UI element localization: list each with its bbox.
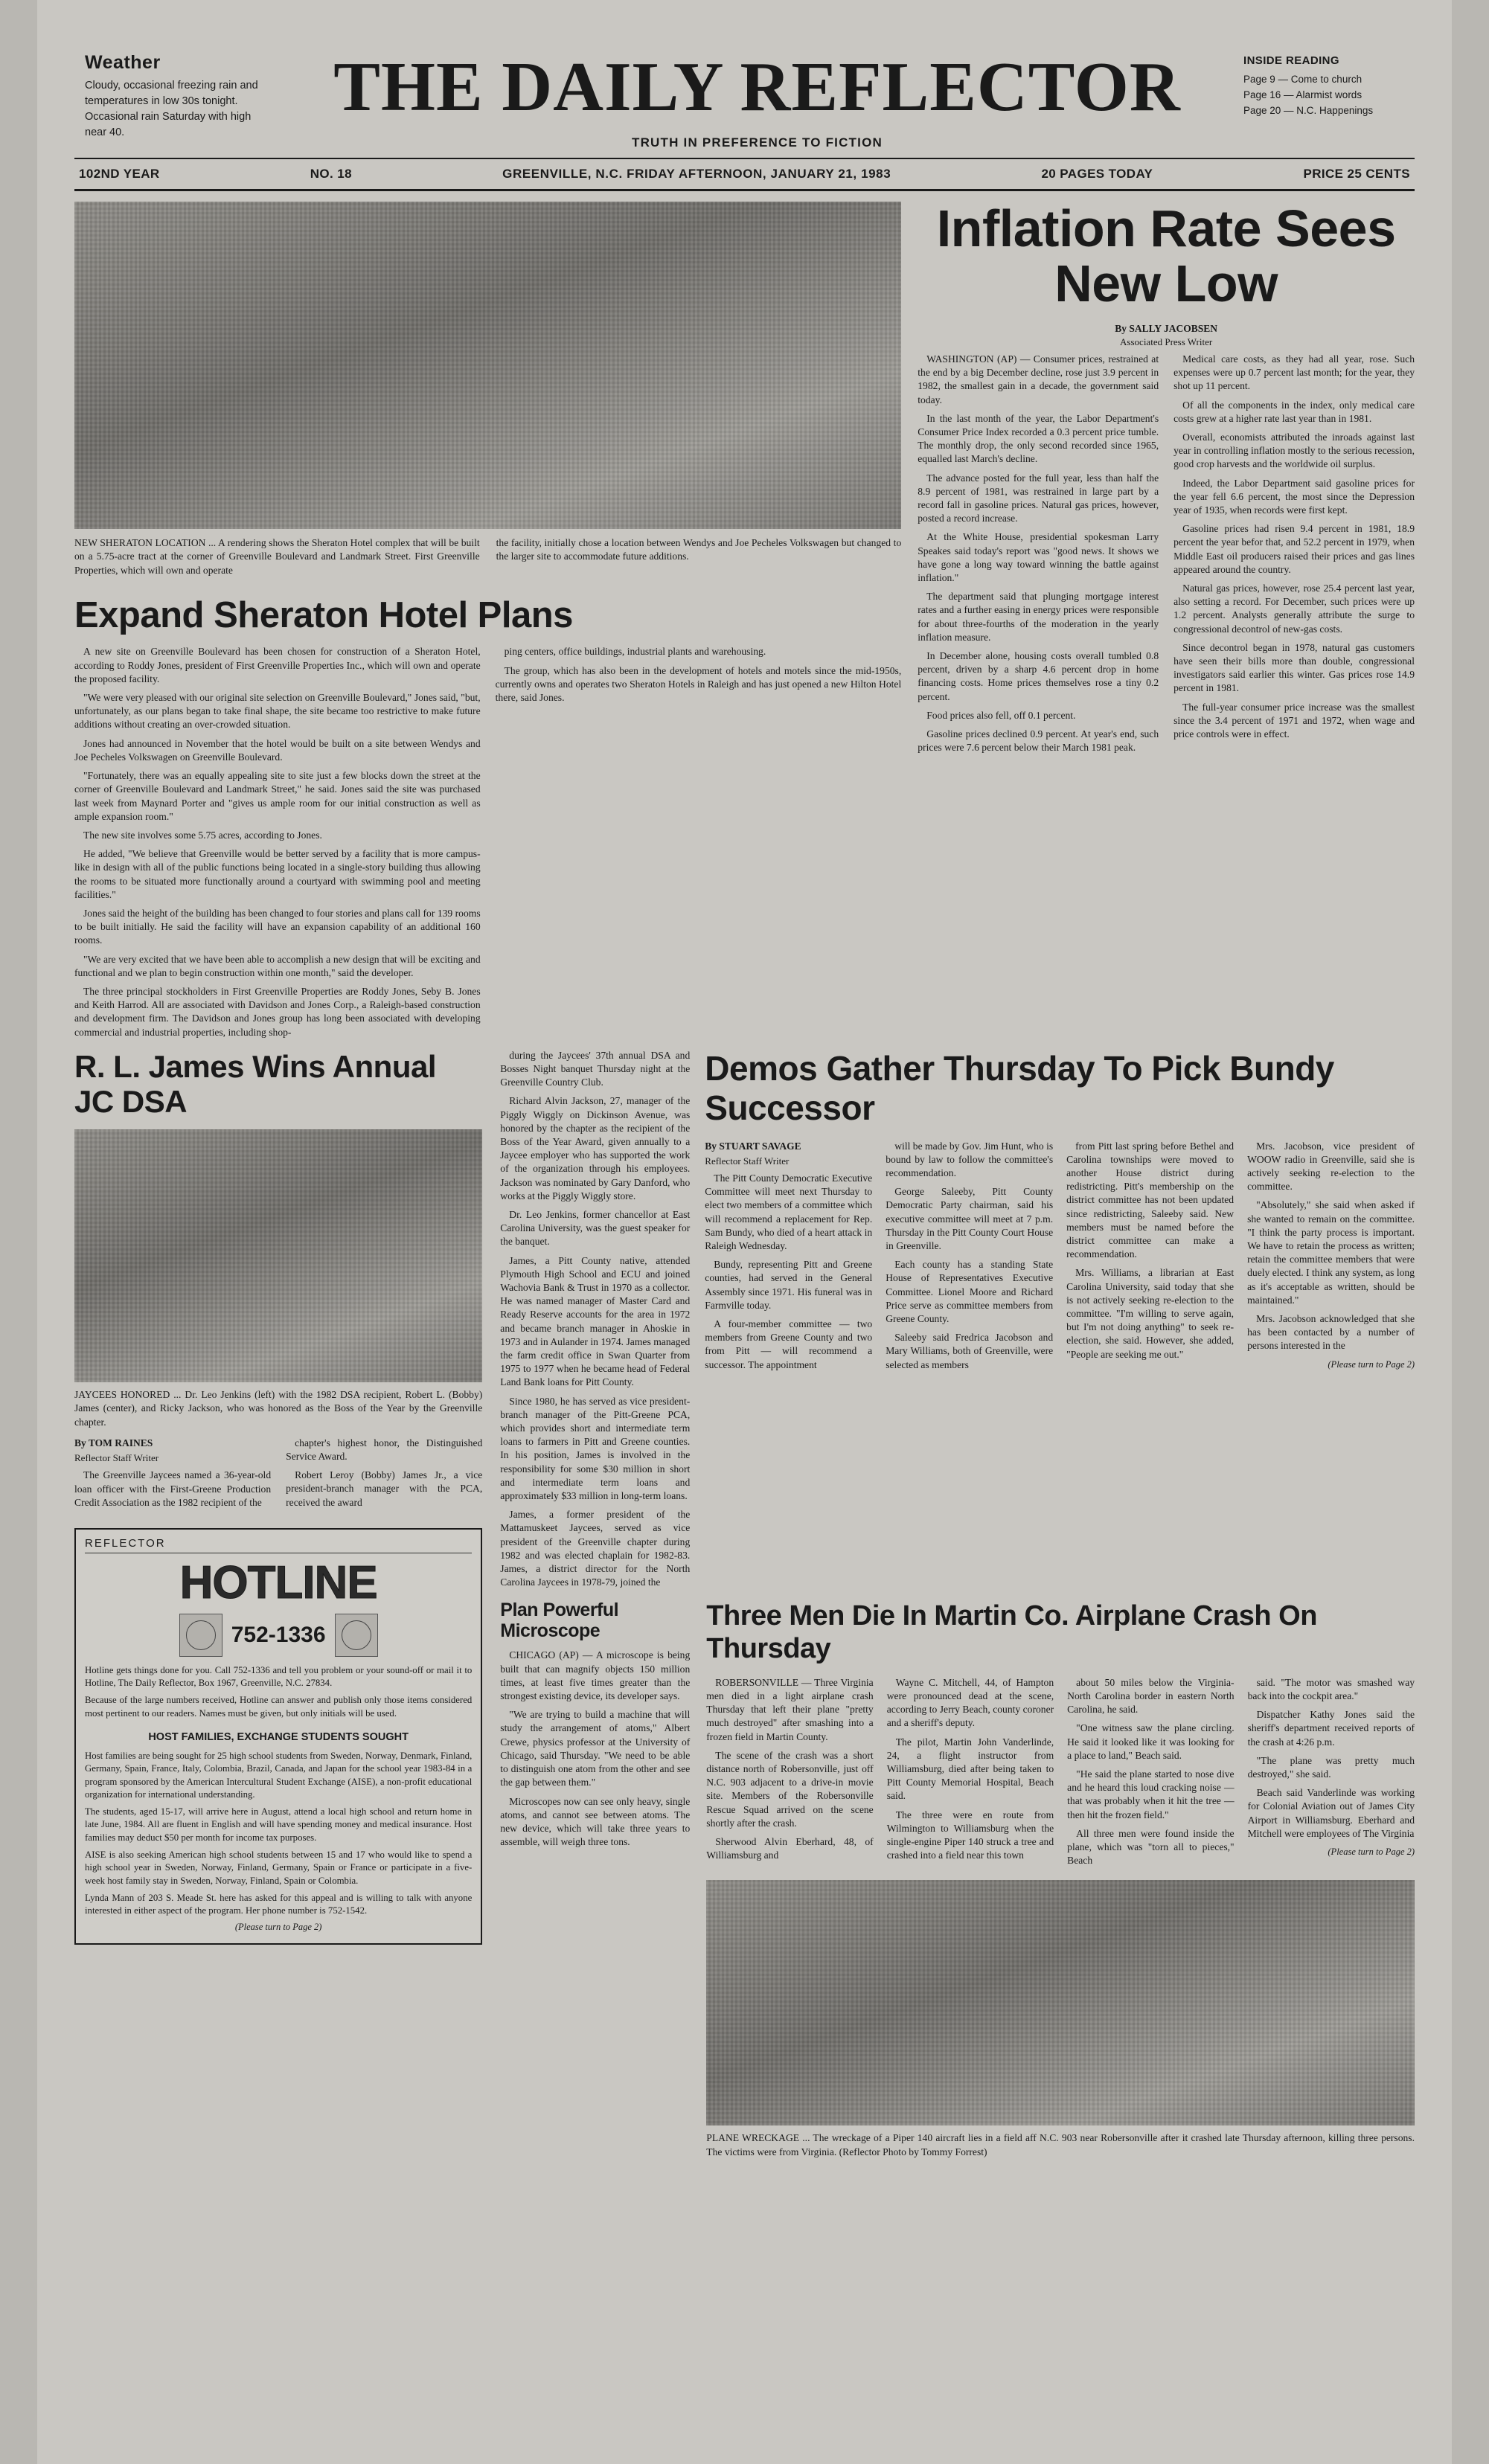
paragraph: The three were en route from Wilmington to Williamsburg when the single-engine Piper 140 struck a tree and crashed into a field near this town [886, 1809, 1054, 1861]
paragraph: Jones said the height of the building has been changed to four stories and plans call for 139 rooms to be built initially. He said the facility will have an expansion capability of an additional 160 rooms. [74, 907, 481, 946]
hotline-story [85, 1750, 472, 1917]
paragraph: Since decontrol began in 1978, natural gas customers have seen their bills more than double, congressional investigators said earlier this winter. Gas prices rose 14.9 percent in 1981. [1173, 641, 1415, 694]
paragraph: Since 1980, he has served as vice president-branch manager of the Pitt-Greene PCA, which provides short and intermediate term loans to farmers in Pitt and Greene counties. In his position, James is involved in the responsibility for some $30 million in short and intermediate term loans and approximately $33 million in long-term loans. [500, 1395, 691, 1502]
weather-title: Weather [85, 52, 161, 73]
crash-col-4 [1248, 1676, 1415, 1873]
paragraph: The department said that plunging mortgage interest rates and a further easing in energy prices were responsible for about three-fourths of the moderation in the yearly inflation measure. [918, 591, 1159, 643]
paragraph: In December alone, housing costs overall tumbled 0.8 percent, driven by a sharp 4.6 percent drop in home financing costs. Home prices themselves rose a tiny 0.2 percent. [918, 650, 1159, 702]
paragraph: The full-year consumer price increase was the smallest since the 3.4 percent of 1971 and 1972, when wage and price controls were in effect. [1173, 701, 1415, 740]
demos-headline: Demos Gather Thursday To Pick Bundy Successor [705, 1048, 1334, 1127]
paragraph: He added, "We believe that Greenville would be better served by a facility that is more campus-like in design with all of the public functions being located in a single-story building thus allowing the rooms to be situated more functionally around a courtyard with swimming pool and meeting facilities." [74, 848, 481, 900]
paragraph: All three men were found inside the plane, which was "torn all to pieces," Beach [1067, 1827, 1235, 1867]
paragraph: ping centers, office buildings, industrial plants and warehousing. [504, 646, 766, 658]
paragraph: "We were very pleased with our original site selection on Greenville Boulevard," Jones said, "but, unfortunately, as our plans began to take final shape, the site became too restrictive to make future additions without creating an over-crowded situation. [74, 692, 481, 731]
jcdsa-col-1 [74, 1437, 271, 1515]
sheraton-headline: Expand Sheraton Hotel Plans [74, 595, 573, 636]
demos-and-jc-area [500, 1049, 1415, 1595]
inflation-col-2 [1173, 353, 1415, 760]
paragraph: CHICAGO (AP) — A microscope is being built that can magnify objects 150 million times, at least five times greater than the strongest existing device, its developer says. [500, 1649, 691, 1702]
jaycees-caption: JAYCEES HONORED ... Dr. Leo Jenkins (left) with the 1982 DSA recipient, Robert L. (Bobby) James (center), and Ricky Jackson, who was honored as the Boss of the Year by the Greenville chapter. [74, 1388, 483, 1428]
crash-body [706, 1676, 1415, 1873]
paragraph: Overall, economists attributed the inroads against last year in controlling inflation mostly to the serious recession, good crop harvests and the worldwide oil surplus. [1173, 431, 1415, 470]
paragraph: AISE is also seeking American high school students between 15 and 17 who would like to spend a high school year in Sweden, Norway, Finland, Germany, Spain or France or participate in a five-week host family stay in Sweden, Norway, Finland, Spain or Colombia. [85, 1849, 473, 1886]
demos-col-1 [705, 1140, 872, 1377]
sheraton-rendering-photo [74, 202, 901, 529]
paragraph: from Pitt last spring before Bethel and Carolina townships were moved to another House district during redistricting. Pitt's membership on the district committee has not been updated since redistricting, Saleeby said. New members must be named before the district committee can make a recommendation. [1066, 1140, 1235, 1260]
paragraph: In the last month of the year, the Labor Department's Consumer Price Index recorded a 0.3 percent price tumble. The monthly drop, the only second recorded since 1965, equalled last March's decline. [918, 412, 1159, 465]
hotline-story-headline: HOST FAMILIES, EXCHANGE STUDENTS SOUGHT [148, 1731, 409, 1743]
crash-headline: Three Men Die In Martin Co. Airplane Crash On Thursday [706, 1600, 1317, 1665]
hotline-box [74, 1528, 482, 1945]
title-block [271, 48, 1243, 150]
jcdsa-col-2 [286, 1437, 482, 1515]
inside-reading-item: Page 16 — Alarmist words [1243, 89, 1362, 101]
paragraph: The Pitt County Democratic Executive Committee will meet next Thursday to elect two members of a committee which will recommend a replacement for Rep. Sam Bundy, who died of a heart attack in Raleigh Wednesday. [705, 1172, 873, 1252]
sheraton-caption [74, 536, 901, 577]
inflation-headline: Inflation Rate Sees New Low [936, 199, 1396, 312]
hotline-wordmark: HOTLINE [179, 1556, 377, 1608]
paragraph: Mrs. Jacobson, vice president of WOOW radio in Greenville, said she is actively seeking re-election to the committee. [1247, 1140, 1415, 1193]
masthead [74, 30, 1415, 150]
weather-text: Cloudy, occasional freezing rain and temperatures in low 30s tonight. Occasional rain Saturday with high near 40. [85, 80, 258, 139]
paragraph: A four-member committee — two members from Greene County and two from Pitt — will recommend a successor. The appointment [705, 1318, 873, 1370]
telephone-icon [335, 1614, 378, 1657]
demos-body [705, 1140, 1415, 1377]
dateline-rule [74, 189, 1415, 191]
paragraph: The students, aged 15-17, will arrive here in August, attend a local high school and return home in late June, 1984. All are fluent in English and will have spending money and medical insurance. Host families may deduct $50 per month for income tax purposes. [85, 1806, 473, 1843]
demos-section [705, 1049, 1415, 1595]
price: PRICE 25 CENTS [1303, 167, 1410, 181]
paragraph: Medical care costs, as they had all year, rose. Such expenses were up 0.7 percent last month; for the year, they shot up 11 percent. [1173, 353, 1415, 392]
paragraph: Bundy, representing Pitt and Greene counties, had served in the General Assembly since 1971. His funeral was in Farmville today. [705, 1259, 873, 1311]
paragraph: George Saleeby, Pitt County Democratic Party chairman, said his executive committee will meet at 7 p.m. Thursday in the Pitt County Court House in Greenville. [886, 1186, 1054, 1251]
paragraph: Robert Leroy (Bobby) James Jr., a vice president-branch manager with the PCA, received the award [286, 1469, 483, 1508]
demos-col-2 [886, 1140, 1053, 1377]
hotline-phone-row [85, 1614, 472, 1657]
operator-illustration-icon [179, 1614, 222, 1657]
top-area [74, 199, 1415, 1045]
paragraph: Sherwood Alvin Eberhard, 48, of Williamsburg and [706, 1836, 874, 1861]
jcdsa-body [74, 1437, 482, 1515]
demos-byline: By STUART SAVAGE [705, 1140, 801, 1152]
paper-slogan: TRUTH IN PREFERENCE TO FICTION [632, 135, 883, 150]
paragraph: Indeed, the Labor Department said gasoline prices for the year fell 6.6 percent, the most since the Depression year of 1935, when records were first kept. [1173, 477, 1415, 516]
inside-reading-item: Page 9 — Come to church [1243, 74, 1362, 86]
jcdsa-continuation [500, 1049, 690, 1595]
paragraph: "One witness saw the plane circling. He said it looked like it was looking for a place to land," Beach said. [1067, 1722, 1235, 1761]
inflation-byline-org: Associated Press Writer [1120, 336, 1213, 347]
paragraph: The Greenville Jaycees named a 36-year-old loan officer with the First-Greene Production Credit Association as the 1982 recipient of the [74, 1469, 272, 1508]
paragraph: "We are very excited that we have been able to accomplish a new design that will be exciting and functional and we plan to begin construction within one month," said the developer. [74, 953, 481, 978]
weather-block [74, 52, 271, 141]
jcdsa-headline: R. L. James Wins Annual JC DSA [74, 1048, 436, 1119]
paragraph: Richard Alvin Jackson, 27, manager of the Piggly Wiggly on Dickinson Avenue, was honored by the chapter as the recipient of the Boss of the Year Award, given annually to a Jaycee employer who has supported the work of the organization through his employees. Jackson was nominated by Gary Danford, who works at the Piggly Wiggly store. [500, 1095, 691, 1201]
paragraph: chapter's highest honor, the Distinguished Service Award. [286, 1437, 483, 1463]
inside-reading [1243, 52, 1415, 119]
paragraph: At the White House, presidential spokesman Larry Speakes said today's report was "good news. It shows we have gone a long way toward winning the battle against inflation." [918, 531, 1159, 584]
paragraph: Saleeby said Fredrica Jacobson and Mary Williams, both of Greenville, were selected as members [886, 1332, 1054, 1370]
jaycees-photo [74, 1129, 482, 1382]
paragraph: Dr. Leo Jenkins, former chancellor at East Carolina University, was the guest speaker for the banquet. [500, 1208, 691, 1248]
paragraph: The scene of the crash was a short distance north of Robersonville, just off N.C. 903 adjacent to a drive-in movie site. Members of the Robersonville Rescue Squad arrived on the scene shortly after the crash. [706, 1749, 874, 1829]
newspaper-page [37, 0, 1452, 2464]
demos-jump-line[interactable]: (Please turn to Page 2) [1328, 1358, 1415, 1370]
demos-col-3 [1066, 1140, 1234, 1377]
paragraph: Beach said Vanderlinde was working for Colonial Aviation out of James City Airport in Williamsburg. Eberhard and Mitchell were employees of The Virginia [1247, 1787, 1415, 1839]
paragraph: Host families are being sought for 25 high school students from Sweden, Norway, Denmark, Finland, Germany, Spain, France, Italy, Colombia, Brazil, Canada, and Japan for the school year 1983-84 in a program sponsored by the American Intercultural Student Exchange (AISE), a non-profit educational organization for international understanding. [85, 1751, 473, 1800]
place-date: GREENVILLE, N.C. FRIDAY AFTERNOON, JANUARY 21, 1983 [502, 167, 891, 181]
inside-reading-title: INSIDE READING [1243, 54, 1339, 67]
paragraph: James, a Pitt County native, attended Plymouth High School and ECU and joined Wachovia Bank & Trust in 1970 as a collector. He was named manager of Master Card and Ready Reserve accounts for the area in 1972 and became branch manager in Ahoskie in 1973 and in Aulander in 1974. James managed the farm credit office in Swan Quarter from 1975 to 1977 when he became head of Federal Land Bank loans for Pitt County. [500, 1254, 691, 1388]
crash-col-2 [887, 1676, 1054, 1873]
paragraph: "He said the plane started to nose dive and he heard this loud cracking noise — that was probably when it hit the tree — then hit the frozen field." [1067, 1768, 1235, 1820]
paragraph: Dispatcher Kathy Jones said the sheriff's department received reports of the crash at 4:26 p.m. [1247, 1709, 1415, 1748]
paragraph: about 50 miles below the Virginia-North Carolina border in eastern North Carolina, he said. [1067, 1676, 1235, 1716]
plane-wreckage-caption: PLANE WRECKAGE ... The wreckage of a Piper 140 aircraft lies in a field aff N.C. 903 near Robersonville after it crashed late Thursday afternoon, killing three persons. The victims were from Virginia. (Reflector Photo by Tommy Forrest) [706, 2132, 1415, 2157]
paragraph: The three principal stockholders in First Greenville Properties are Roddy Jones, Seby B. Jones and Keith Harrod. All are associated with Davidson and Jones Corp., a Raleigh-based construction and development firm. The Davidson and Jones group has long been associated with developing commercial and industrial properties, including shop- [74, 985, 481, 1038]
paragraph: ROBERSONVILLE — Three Virginia men died in a light airplane crash Thursday that left their plane "pretty much destroyed" after smashing into a frozen field in Martin County. [706, 1676, 874, 1742]
caption-col-2: the facility, initially chose a location between Wendys and Joe Pecheles Volkswagen but changed to the larger site to accommodate future additions. [496, 537, 902, 562]
plane-wreckage-photo [706, 1880, 1415, 2125]
hotline-label: REFLECTOR [85, 1537, 472, 1553]
left-column [74, 1049, 482, 2159]
paragraph: Because of the large numbers received, Hotline can answer and publish only those items considered most pertinent to our readers. Names must be given, but only initials will be used. [85, 1695, 473, 1719]
demos-byline-org: Reflector Staff Writer [705, 1155, 790, 1167]
microscope-col-1 [500, 1649, 690, 1849]
paragraph: Mrs. Jacobson acknowledged that she has been contacted by a number of persons interested in the [1247, 1312, 1415, 1352]
lower-area [74, 1049, 1415, 2159]
paragraph: Gasoline prices declined 0.9 percent. At year's end, such prices were 7.6 percent below their March 1981 peak. [918, 728, 1159, 754]
paragraph: Jones had announced in November that the hotel would be built on a site between Wendys and Joe Pecheles Volkswagen on Greenville Boulevard. [74, 737, 481, 763]
demos-col-4 [1247, 1140, 1415, 1377]
paragraph: The advance posted for the full year, less than half the 8.9 percent of 1981, was restrained in large part by a record fall in gasoline prices. Natural gas prices, however, posted a record increase. [918, 472, 1159, 524]
crash-area [500, 1600, 1415, 2159]
microscope-headline: Plan Powerful Microscope [500, 1600, 619, 1641]
paragraph: James, a former president of the Mattamuskeet Jaycees, served as vice president of the Greenville chapter during 1982 and was elected chaplain for 1982-83. James, a district director for the North Carolina Jaycees in 1978-79, joined the [500, 1509, 691, 1588]
paragraph: A new site on Greenville Boulevard has been chosen for construction of a Sheraton Hotel, according to Roddy Jones, president of First Greenville Properties Inc., which will own and operate the proposed facility. [74, 646, 481, 684]
hotline-phone-number[interactable]: 752-1336 [231, 1622, 326, 1647]
inflation-body [918, 353, 1415, 760]
sheraton-col-1 [74, 645, 481, 1044]
paragraph: The pilot, Martin John Vanderlinde, 24, a flight instructor from Williamsburg, died after being taken to Pitt County Memorial Hospital, Beach said. [886, 1736, 1054, 1802]
paragraph: Of all the components in the index, only medical care costs grew at a higher rate last year than in 1981. [1173, 399, 1415, 424]
paragraph: during the Jaycees' 37th annual DSA and Bosses Night banquet Thursday night at the Greenville Country Club. [500, 1049, 691, 1088]
paragraph: Microscopes now can see only heavy, single atoms, and cannot see between atoms. The new device, which will take three years to assemble, will weigh three tons. [500, 1795, 691, 1848]
volume-year: 102ND YEAR [79, 167, 160, 181]
inflation-section [918, 199, 1415, 1045]
paragraph: Hotline gets things done for you. Call 752-1336 and tell you problem or your sound-off or mail it to Hotline, The Daily Reflector, Box 1967, Greenville, N.C. 27834. [85, 1664, 473, 1689]
inside-reading-item: Page 20 — N.C. Happenings [1243, 105, 1374, 117]
microscope-section [500, 1600, 690, 2159]
paragraph: Lynda Mann of 203 S. Meade St. here has asked for this appeal and is willing to talk with anyone interested in either aspect of the program. Her phone number is 752-1542. [85, 1892, 473, 1916]
issue-number: NO. 18 [310, 167, 352, 181]
paragraph: Mrs. Williams, a librarian at East Carolina University, said today that she is not actively seeking re-election to the committee. "I'm willing to serve again, but I'm not doing anything" to seek re-election, she said. However, she added, "People are seeking me out." [1066, 1267, 1235, 1360]
page-count: 20 PAGES TODAY [1041, 167, 1153, 181]
paragraph: Wayne C. Mitchell, 44, of Hampton were pronounced dead at the scene, according to Jerry Beach, county coroner and a sheriff's deputy. [886, 1676, 1054, 1729]
paragraph: The group, which has also been in the development of hotels and motels since the mid-1950s, currently owns and operates two Sheraton Hotels in Raleigh and has just opened a new Hilton Hotel there, said Jones. [495, 664, 902, 704]
sheraton-body [74, 645, 901, 1044]
paragraph: "Fortunately, there was an equally appealing site to site just a few blocks down the street at the corner of Greenville Boulevard and Landmark Street," he said. Jones said the site was purchased last week from Maynard Porter and "gives us ample room for our initial construction as well as ample expansion room." [74, 770, 481, 822]
paragraph: "We are trying to build a machine that will study the arrangement of atoms," Albert Crewe, physics professor at the University of Chicago, said Thursday. "We need to be able to distinguish one atom from the other and see the gap between them." [500, 1709, 691, 1788]
paragraph: said. "The motor was smashed way back into the cockpit area." [1247, 1676, 1415, 1702]
crash-section [706, 1600, 1415, 2159]
paragraph: WASHINGTON (AP) — Consumer prices, restrained at the end by a big December decline, rose just 3.9 percent in 1982, the smallest gain in a decade, the government said today. [918, 353, 1159, 405]
paragraph: Natural gas prices, however, rose 25.4 percent last year, also setting a record. For December, such prices were up 1.2 percent. Analysts generally attribute the surge to congressional decontrol of new-gas costs. [1173, 583, 1415, 635]
paragraph: Each county has a standing State House of Representatives Executive Committee. Lionel Moore and Richard Price serve as committee members from Greene County. [886, 1259, 1054, 1324]
hotline-intro [85, 1664, 472, 1720]
paragraph: "The plane was pretty much destroyed," she said. [1247, 1754, 1415, 1780]
right-column [500, 1049, 1415, 2159]
paragraph: "Absolutely," she said when asked if she wanted to remain on the committee. "I think the party process is important. We have to retain the process as written; retain the committee members that were duely elected. I think any system, as long as it's acceptable as written, should be maintained." [1247, 1199, 1415, 1306]
crash-col-1 [706, 1676, 873, 1873]
caption-col-1: NEW SHERATON LOCATION ... A rendering shows the Sheraton Hotel complex that will be built on a 5.75-acre tract at the corner of Greenville Boulevard and Landmark Street. First Greenville Properties, which will own and operate [74, 537, 480, 576]
crash-jump-line[interactable]: (Please turn to Page 2) [1328, 1847, 1415, 1858]
paragraph: The new site involves some 5.75 acres, according to Jones. [83, 829, 322, 841]
sheraton-col-2 [496, 645, 902, 1044]
paper-title: THE DAILY REFLECTOR [333, 48, 1181, 126]
sheraton-section [74, 202, 901, 1045]
jcdsa-byline: By TOM RAINES [74, 1437, 153, 1448]
inflation-col-1 [918, 353, 1159, 760]
dateline-bar [74, 159, 1415, 189]
paragraph: Gasoline prices had risen 9.4 percent in 1981, 18.9 percent the year befor that, and 52.2 percent in 1979, when Middle East oil producers raised their prices and gas lines appeared around the country. [1173, 523, 1415, 575]
jcdsa-byline-org: Reflector Staff Writer [74, 1451, 159, 1463]
paragraph: will be made by Gov. Jim Hunt, who is bound by law to follow the committee's recommendation. [886, 1140, 1054, 1178]
hotline-jump-line[interactable]: (Please turn to Page 2) [234, 1922, 322, 1933]
crash-col-3 [1067, 1676, 1234, 1873]
inflation-byline: By SALLY JACOBSEN [1115, 323, 1218, 334]
paragraph: Food prices also fell, off 0.1 percent. [926, 709, 1076, 721]
